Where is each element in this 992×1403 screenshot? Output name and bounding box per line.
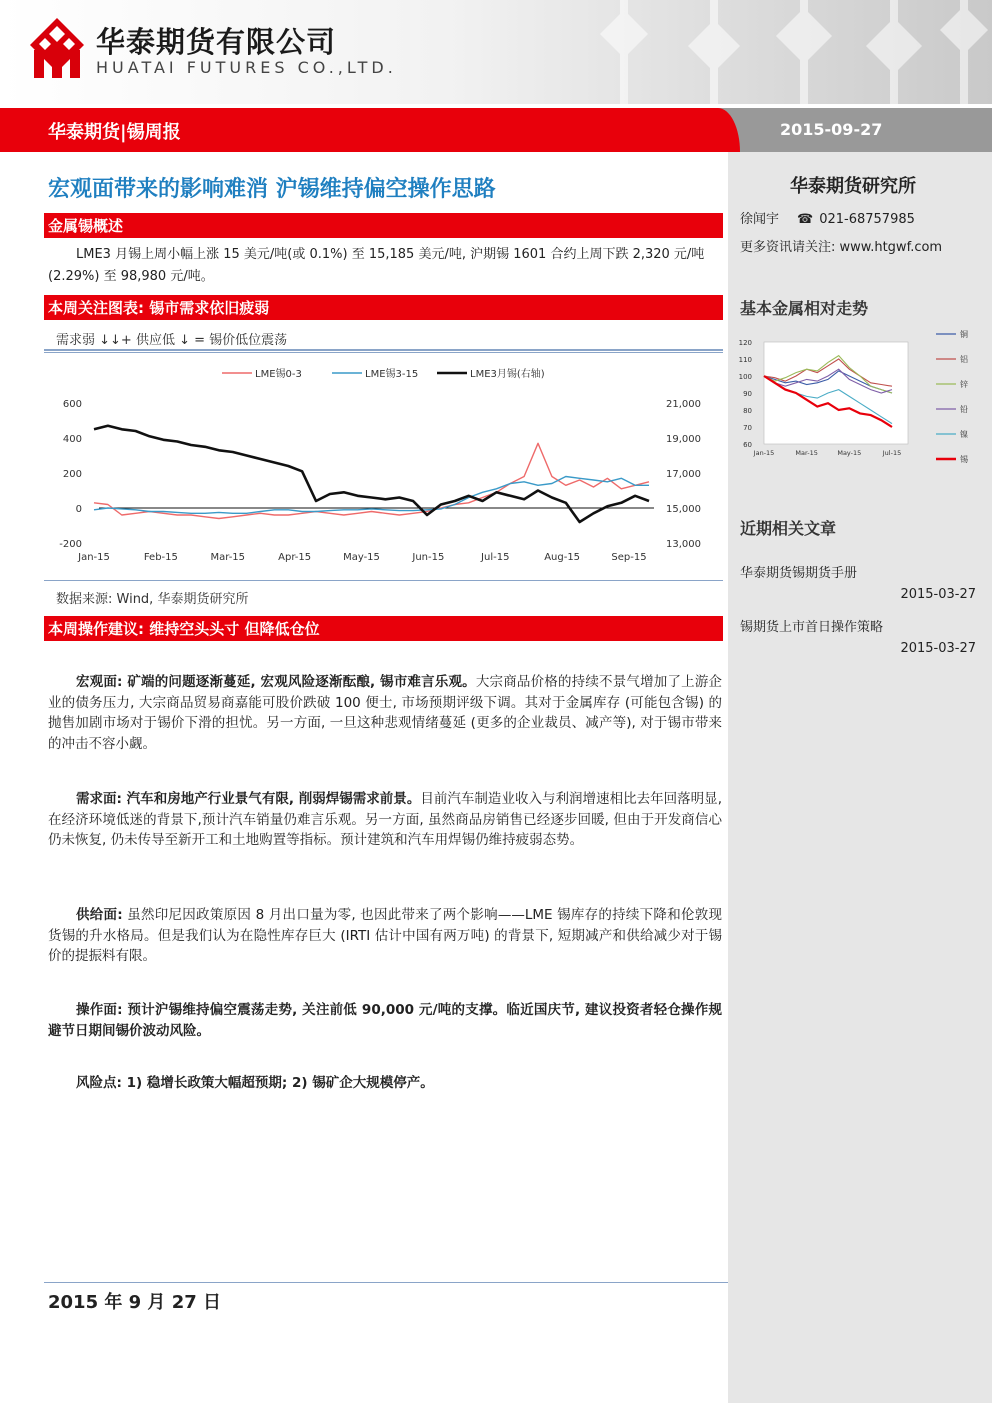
legend-label: 锡: [960, 455, 968, 464]
report-title: 华泰期货|锡周报: [48, 122, 181, 143]
y-tick: 70: [743, 424, 752, 432]
header-decoration: [600, 0, 992, 104]
overview-text: LME3 月锡上周小幅上涨 15 美元/吨(或 0.1%) 至 15,185 美元/吨, 沪期锡 1601 合约上周下跌 2,320 元/吨 (2.29%) 至 98,980 元/吨。: [48, 247, 705, 284]
legend-label: LME锡3-15: [365, 369, 419, 380]
sidebar: [728, 152, 992, 1403]
paragraph-supply: [48, 905, 722, 967]
x-tick: Aug-15: [544, 552, 581, 563]
y-right-tick: 21,000: [666, 399, 701, 410]
contact-line: [740, 208, 915, 227]
x-tick: Jun-15: [412, 552, 445, 563]
x-tick: Mar-15: [795, 449, 818, 457]
report-header: [0, 0, 992, 104]
article-title[interactable]: 锡期货上市首日操作策略: [740, 620, 884, 635]
articles-heading: 近期相关文章: [740, 519, 837, 538]
company-name-cn: 华泰期货有限公司: [96, 25, 337, 59]
article-title[interactable]: 华泰期货锡期货手册: [740, 566, 858, 581]
x-tick: May-15: [343, 552, 380, 563]
legend-label: 铝: [960, 355, 968, 364]
title-band: [0, 108, 992, 152]
paragraph-body: 大宗商品价格的持续不景气增加了上游企业的债务压力, 大宗商品贸易商嘉能可股价跌破 100 便士, 市场预期评级下调。其对于金属库存 (可能包含锡) 的抛售加剧市场对于锡价下滑的担忧。另一方面, 一旦这种悲观情绪蔓延 (更多的企业裁员、减产等), 对于锡市带来的冲击不容小觑。: [48, 674, 723, 752]
legend-label: 铅: [960, 405, 968, 414]
y-left-tick: 0: [75, 504, 82, 515]
analyst-name: 徐闻宇: [740, 212, 780, 227]
paragraph-demand: [48, 789, 722, 851]
legend-label: LME3月锡(右轴): [470, 369, 545, 380]
footer-divider: [44, 1282, 728, 1283]
phone-icon: ☎: [797, 212, 814, 227]
legend-label: 锌: [960, 380, 968, 389]
x-tick: Jul-15: [882, 449, 902, 457]
metals-relative-chart: [736, 322, 986, 472]
paragraph-lead: 风险点: 1) 稳增长政策大幅超预期; 2) 锡矿企大规模停产。: [76, 1075, 434, 1091]
divider: [44, 580, 723, 581]
x-tick: Jan-15: [753, 449, 775, 457]
flow-text: 需求弱 ↓↓+ 供应低 ↓ = 锡价低位震荡: [56, 333, 288, 348]
y-right-tick: 19,000: [666, 434, 701, 445]
company-logo: [30, 18, 84, 78]
paragraph-body: 目前汽车制造业收入与利润增速相比去年回落明显, 在经济环境低迷的背景下,预计汽车销量仍难言乐观。另一方面, 虽然商品房销售已经逐步回暖, 但由于开发商信心仍未恢复, 仍未传导至新开工和土地购置等指标。预计建筑和汽车用焊锡仍维持疲弱态势。: [48, 791, 722, 848]
legend-label: LME锡0-3: [255, 369, 302, 380]
paragraph-risk: [48, 1073, 722, 1094]
x-tick: Sep-15: [611, 552, 647, 563]
title-band-red: [0, 108, 740, 152]
data-source: 数据来源: Wind, 华泰期货研究所: [56, 592, 249, 607]
legend-label: 铜: [960, 330, 968, 339]
report-date: 2015-09-27: [780, 120, 883, 139]
y-tick: 100: [738, 373, 752, 381]
article-item[interactable]: [740, 616, 976, 656]
section-overview: 金属锡概述: [44, 213, 723, 238]
paragraph-lead: 供给面:: [76, 907, 123, 923]
x-tick: Jan-15: [78, 552, 110, 563]
paragraph-lead: 宏观面: 矿端的问题逐渐蔓延, 宏观风险逐渐酝酿, 锡市难言乐观。: [76, 674, 476, 690]
paragraph-lead: 操作面: 预计沪锡维持偏空震荡走势, 关注前低 90,000 元/吨的支撑。临近国庆节, 建议投资者轻仓操作规避节日期间锡价波动风险。: [48, 1002, 722, 1039]
y-left-tick: 400: [62, 434, 82, 445]
article-item[interactable]: [740, 562, 976, 602]
company-name-en: HUATAI FUTURES CO.,LTD.: [96, 58, 397, 77]
y-tick: 80: [743, 407, 752, 415]
institute-name: 华泰期货研究所: [790, 176, 916, 197]
y-tick: 90: [743, 390, 752, 398]
article-date: 2015-03-27: [900, 641, 976, 656]
tin-spread-chart: [44, 358, 723, 578]
section-advice: 本周操作建议: 维持空头头寸 但降低仓位: [44, 616, 723, 641]
y-tick: 120: [738, 339, 752, 347]
article-date: 2015-03-27: [900, 587, 976, 602]
x-tick: Mar-15: [210, 552, 246, 563]
y-right-tick: 17,000: [666, 469, 701, 480]
footer-date: 2015 年 9 月 27 日: [48, 1292, 222, 1313]
more-info: 更多资讯请关注: www.htgwf.com: [740, 240, 943, 255]
phone-number: 021-68757985: [819, 212, 915, 227]
y-left-tick: 200: [62, 469, 82, 480]
y-right-tick: 13,000: [666, 539, 701, 550]
series-line: [94, 443, 649, 518]
divider: [44, 349, 723, 353]
paragraph-operation: [48, 1000, 722, 1041]
y-tick: 110: [738, 356, 752, 364]
x-tick: May-15: [837, 449, 862, 457]
x-tick: Feb-15: [143, 552, 178, 563]
y-left-tick: -200: [59, 539, 82, 550]
y-tick: 60: [743, 441, 752, 449]
y-right-tick: 15,000: [666, 504, 701, 515]
paragraph-body: 虽然印尼因政策原因 8 月出口量为零, 也因此带来了两个影响——LME 锡库存的持续下降和伦敦现货锡的升水格局。但是我们认为在隐性库存巨大 (IRTI 估计中国有两万吨) 的背景下, 短期减产和供给减少对于锡价的提振料有限。: [48, 907, 722, 964]
x-tick: Jul-15: [481, 552, 510, 563]
section-chart: 本周关注图表: 锡市需求依旧疲弱: [44, 295, 723, 320]
x-tick: Apr-15: [278, 552, 312, 563]
paragraph-macro: [48, 672, 722, 754]
paragraph-lead: 需求面: 汽车和房地产行业景气有限, 削弱焊锡需求前景。: [76, 791, 421, 807]
legend-label: 镍: [960, 430, 968, 439]
page-title: 宏观面带来的影响难消 沪锡维持偏空操作思路: [48, 177, 496, 202]
chart-heading: 基本金属相对走势: [740, 299, 869, 318]
y-left-tick: 600: [62, 399, 82, 410]
